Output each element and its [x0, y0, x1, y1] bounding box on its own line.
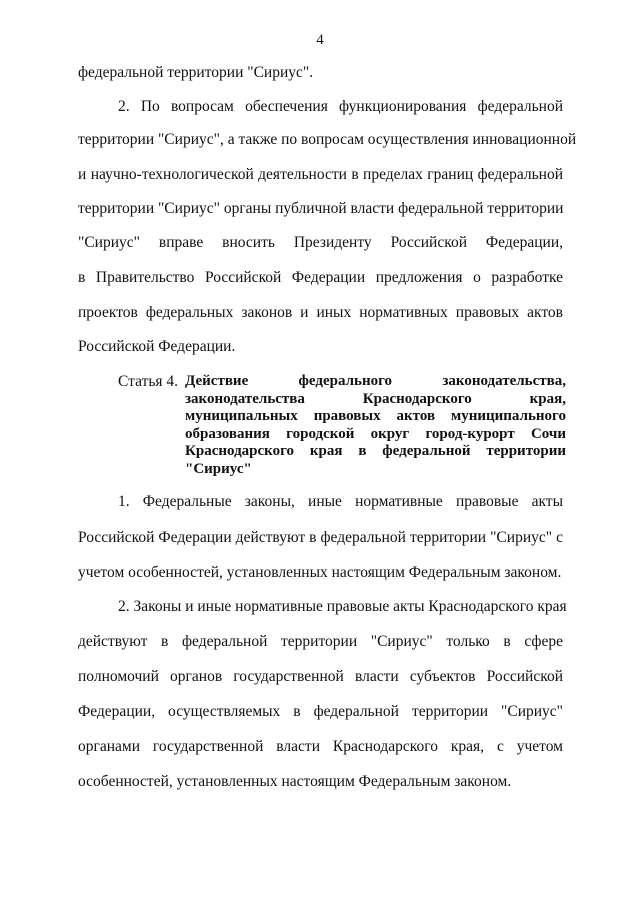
article-4-paragraph-1-first-line: 1. Федеральные законы, иные нормативные правовые акты — [118, 493, 563, 510]
article-title — [185, 373, 566, 478]
article-label: Статья 4. — [118, 373, 179, 390]
text-line: территории "Сириус" органы публичной власти федеральной территории — [78, 200, 564, 217]
text-line: и научно-технологической деятельности в пределах границ федеральной — [78, 166, 563, 183]
paragraph-2-first-line: 2. По вопросам обеспечения функционирования федеральной — [118, 98, 563, 115]
text-line: территории "Сириус", а также по вопросам осуществления инновационной — [78, 131, 577, 148]
article-title-line: законодательства Краснодарского края, — [185, 390, 566, 407]
text-line: Российской Федерации. — [78, 338, 236, 355]
article-title-line: "Сириус" — [185, 460, 252, 477]
text-line: "Сириус" вправе вносить Президенту Российской Федерации, — [78, 234, 563, 251]
page-number: 4 — [316, 32, 324, 48]
article-title-line: Краснодарского края в федеральной территории — [185, 443, 566, 459]
text-line: особенностей, установленных настоящим Федеральным законом. — [78, 773, 512, 790]
text-line: Федерации, осуществляемых в федеральной территории "Сириус" — [78, 703, 563, 720]
text-line: учетом особенностей, установленных настоящим Федеральным законом. — [78, 564, 562, 581]
article-4-paragraph-2-first-line: 2. Законы и иные нормативные правовые акты Краснодарского края — [118, 598, 567, 615]
text-line: действуют в федеральной территории "Сириус" только в сфере — [78, 633, 563, 650]
article-title-line: муниципальных правовых актов муниципального — [185, 408, 566, 424]
article-title-line: образования городской округ город-курорт Сочи — [185, 425, 566, 442]
text-line: федеральной территории "Сириус". — [78, 64, 314, 81]
text-line: органами государственной власти Краснодарского края, с учетом — [78, 738, 563, 755]
article-title-line: Действие федерального законодательства, — [185, 373, 566, 389]
text-line: полномочий органов государственной власти субъектов Российской — [78, 668, 563, 685]
text-line: проектов федеральных законов и иных нормативных правовых актов — [78, 304, 563, 321]
text-line: Российской Федерации действуют в федеральной территории "Сириус" с — [78, 529, 563, 546]
text-line: в Правительство Российской Федерации предложения о разработке — [78, 269, 563, 286]
